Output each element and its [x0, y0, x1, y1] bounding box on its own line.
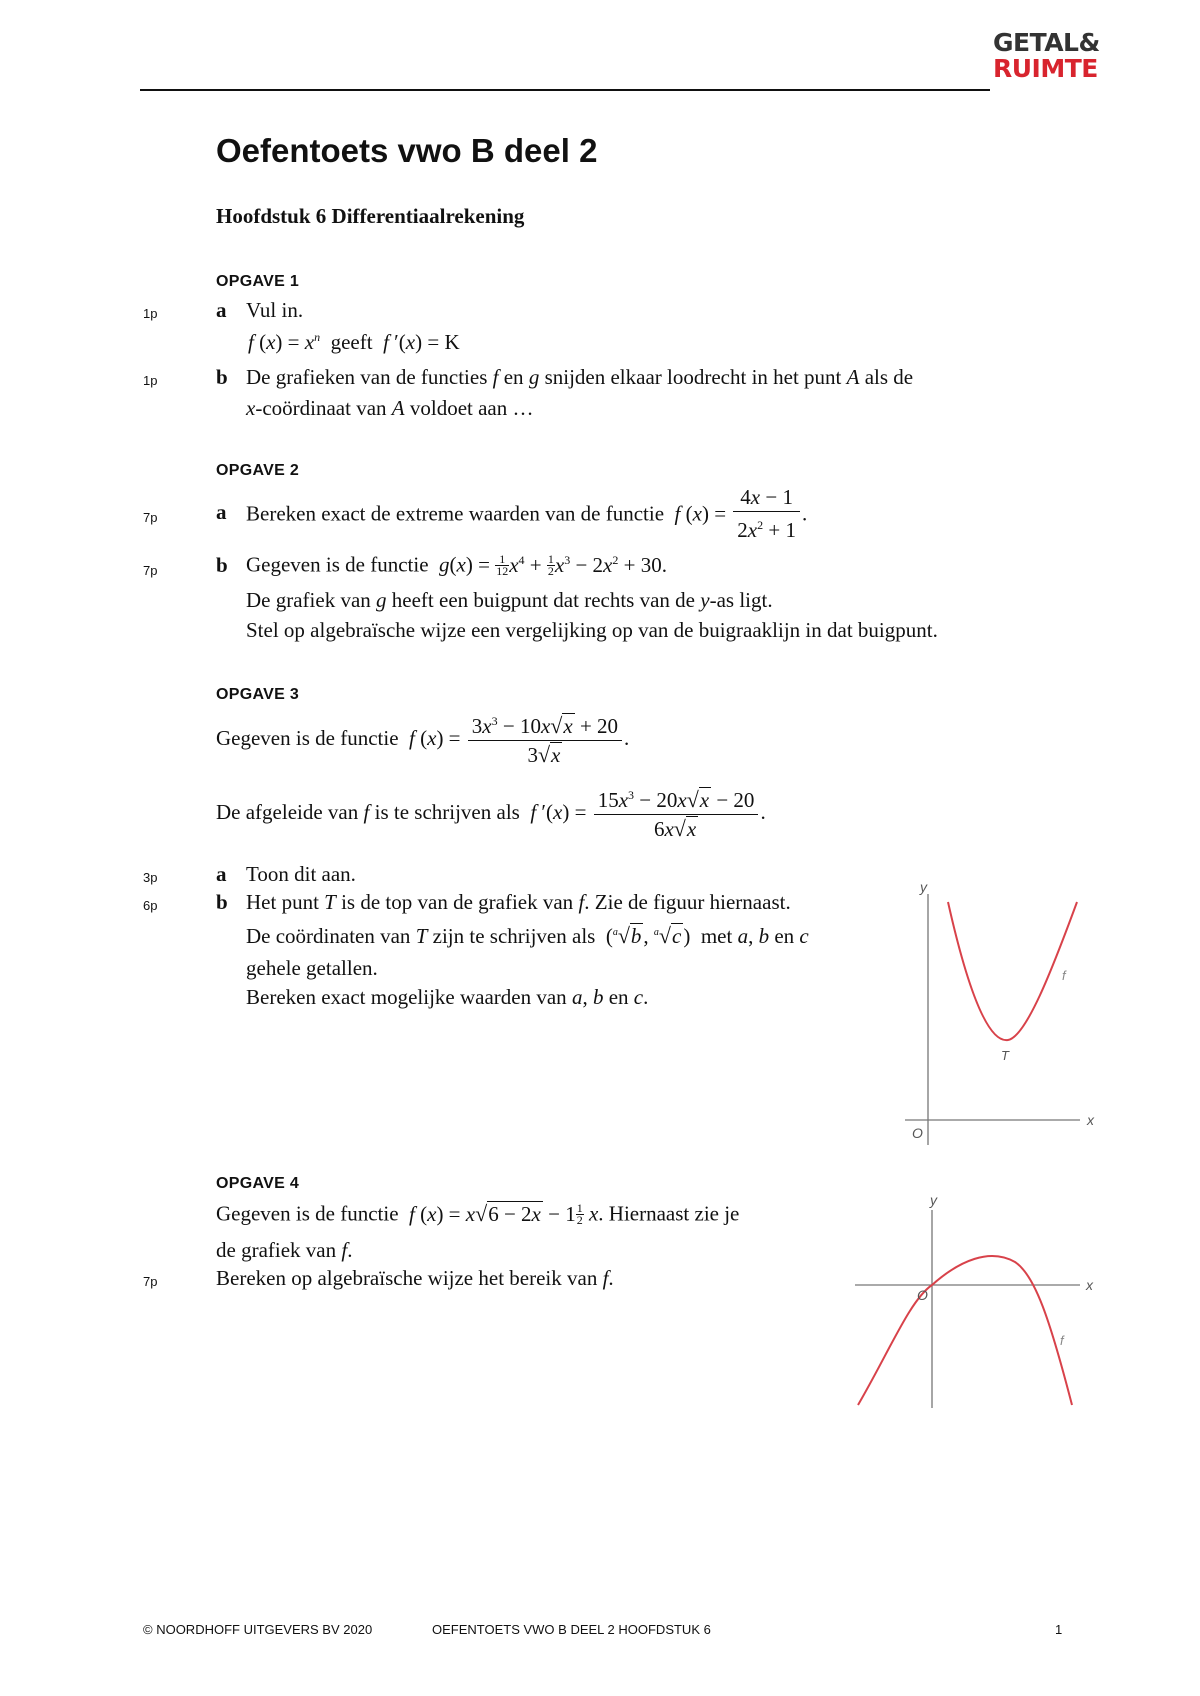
- opgave-2a-letter: a: [216, 500, 227, 524]
- opgave-1b-letter: b: [216, 365, 228, 389]
- chapter-heading: Hoofdstuk 6 Differentiaalrekening: [216, 204, 525, 228]
- opgave-2-heading: OPGAVE 2: [216, 462, 300, 479]
- opgave-2a-points: 7p: [143, 510, 158, 525]
- opgave-1b-line-1: De grafieken van de functies f en g snijden elkaar loodrecht in het punt A als de: [246, 365, 914, 389]
- curve-f-label: f: [1062, 968, 1066, 983]
- opgave-1b-points: 1p: [143, 373, 158, 388]
- graph-opgave-3: [880, 880, 1100, 1150]
- graph-opgave-4: [850, 1190, 1100, 1410]
- footer-copyright: © NOORDHOFF UITGEVERS BV 2020: [143, 1622, 373, 1637]
- opgave-3a-points: 3p: [143, 870, 158, 885]
- x-axis-label: x: [1086, 1277, 1093, 1293]
- opgave-3b-letter: b: [216, 890, 228, 914]
- page-title: Oefentoets vwo B deel 2: [216, 132, 598, 169]
- opgave-1-heading: OPGAVE 1: [216, 273, 300, 290]
- opgave-1a-formula: f $(x) = x^n$ geeft f ′(x) = K: [248, 330, 460, 354]
- opgave-1b-line-2: x-coördinaat van A voldoet aan …: [246, 396, 534, 420]
- opgave-3b-line-2: De coördinaten van T zijn te schrijven als ($^a$√b, $^a$√c) met a, b en c: [246, 923, 809, 948]
- opgave-4-line-2: de grafiek van f.: [216, 1238, 353, 1262]
- publisher-logo: [993, 30, 1111, 82]
- footer-document-title: OEFENTOETS VWO B DEEL 2 HOOFDSTUK 6: [432, 1622, 711, 1637]
- opgave-2b-line-2: De grafiek van g heeft een buigpunt dat rechts van de y-as ligt.: [246, 588, 773, 612]
- opgave-2b-text: Gegeven is de functie g(x) = $\frac{1}{12}$ $x^4$ + $\frac{1}{2}$ $x^3 - 2x^2 + 30$.: [246, 551, 667, 578]
- opgave-3-intro: Gegeven is de functie f (x) = $\frac{3x^3 - 10x√x + 20}{3√x}$ .: [216, 708, 629, 769]
- logo-line-2: RUIMTE: [993, 54, 1098, 83]
- opgave-3a-letter: a: [216, 862, 227, 886]
- opgave-2b-line-3: Stel op algebraïsche wijze een vergelijking op van de buigraaklijn in dat buigpunt.: [246, 618, 938, 642]
- y-axis-label: y: [930, 1192, 937, 1208]
- fill-in-blank: K: [444, 330, 460, 354]
- opgave-2a-text: Bereken exact de extreme waarden van de functie f (x) = $\frac{4x - 1}{2x^2 + 1}$ .: [246, 485, 808, 542]
- opgave-4-heading: OPGAVE 4: [216, 1175, 300, 1192]
- opgave-3b-line-3: gehele getallen.: [246, 956, 378, 980]
- opgave-4-line-3: Bereken op algebraïsche wijze het bereik van f.: [216, 1266, 614, 1290]
- x-axis-label: x: [1087, 1112, 1094, 1128]
- opgave-1a-points: 1p: [143, 306, 158, 321]
- opgave-3-heading: OPGAVE 3: [216, 686, 300, 703]
- opgave-1a-text: Vul in.: [246, 298, 304, 322]
- origin-label: O: [912, 1125, 923, 1141]
- header-rule: [140, 89, 990, 91]
- origin-label: O: [917, 1287, 928, 1303]
- opgave-3-derivative: De afgeleide van f is te schrijven als f ′(x) = $\frac{15x^3 - 20x√x - 20}{6x√x}$ .: [216, 782, 766, 843]
- y-axis-label: y: [920, 880, 927, 895]
- opgave-3b-points: 6p: [143, 898, 158, 913]
- top-t-label: T: [1001, 1048, 1009, 1063]
- opgave-3a-text: Toon dit aan.: [246, 862, 356, 886]
- opgave-4-line-1: Gegeven is de functie f (x) = x√6 − 2x − 1 $\frac{1}{2}$ x. Hiernaast zie je: [216, 1200, 740, 1227]
- footer-page-number: 1: [1055, 1622, 1063, 1637]
- opgave-2b-letter: b: [216, 553, 228, 577]
- curve-f-label: f: [1060, 1333, 1064, 1348]
- opgave-2b-points: 7p: [143, 563, 158, 578]
- geeft-word: geeft: [330, 330, 373, 354]
- opgave-1a-letter: a: [216, 298, 227, 322]
- opgave-3b-line-1: Het punt T is de top van de grafiek van f. Zie de figuur hiernaast.: [246, 890, 791, 914]
- logo-line-1: GETAL&: [993, 28, 1100, 57]
- opgave-3b-line-4: Bereken exact mogelijke waarden van a, b en c.: [246, 985, 649, 1009]
- graph-f-curve: [948, 902, 1077, 1040]
- graph-f-curve: [858, 1256, 1072, 1405]
- opgave-4-points: 7p: [143, 1274, 158, 1289]
